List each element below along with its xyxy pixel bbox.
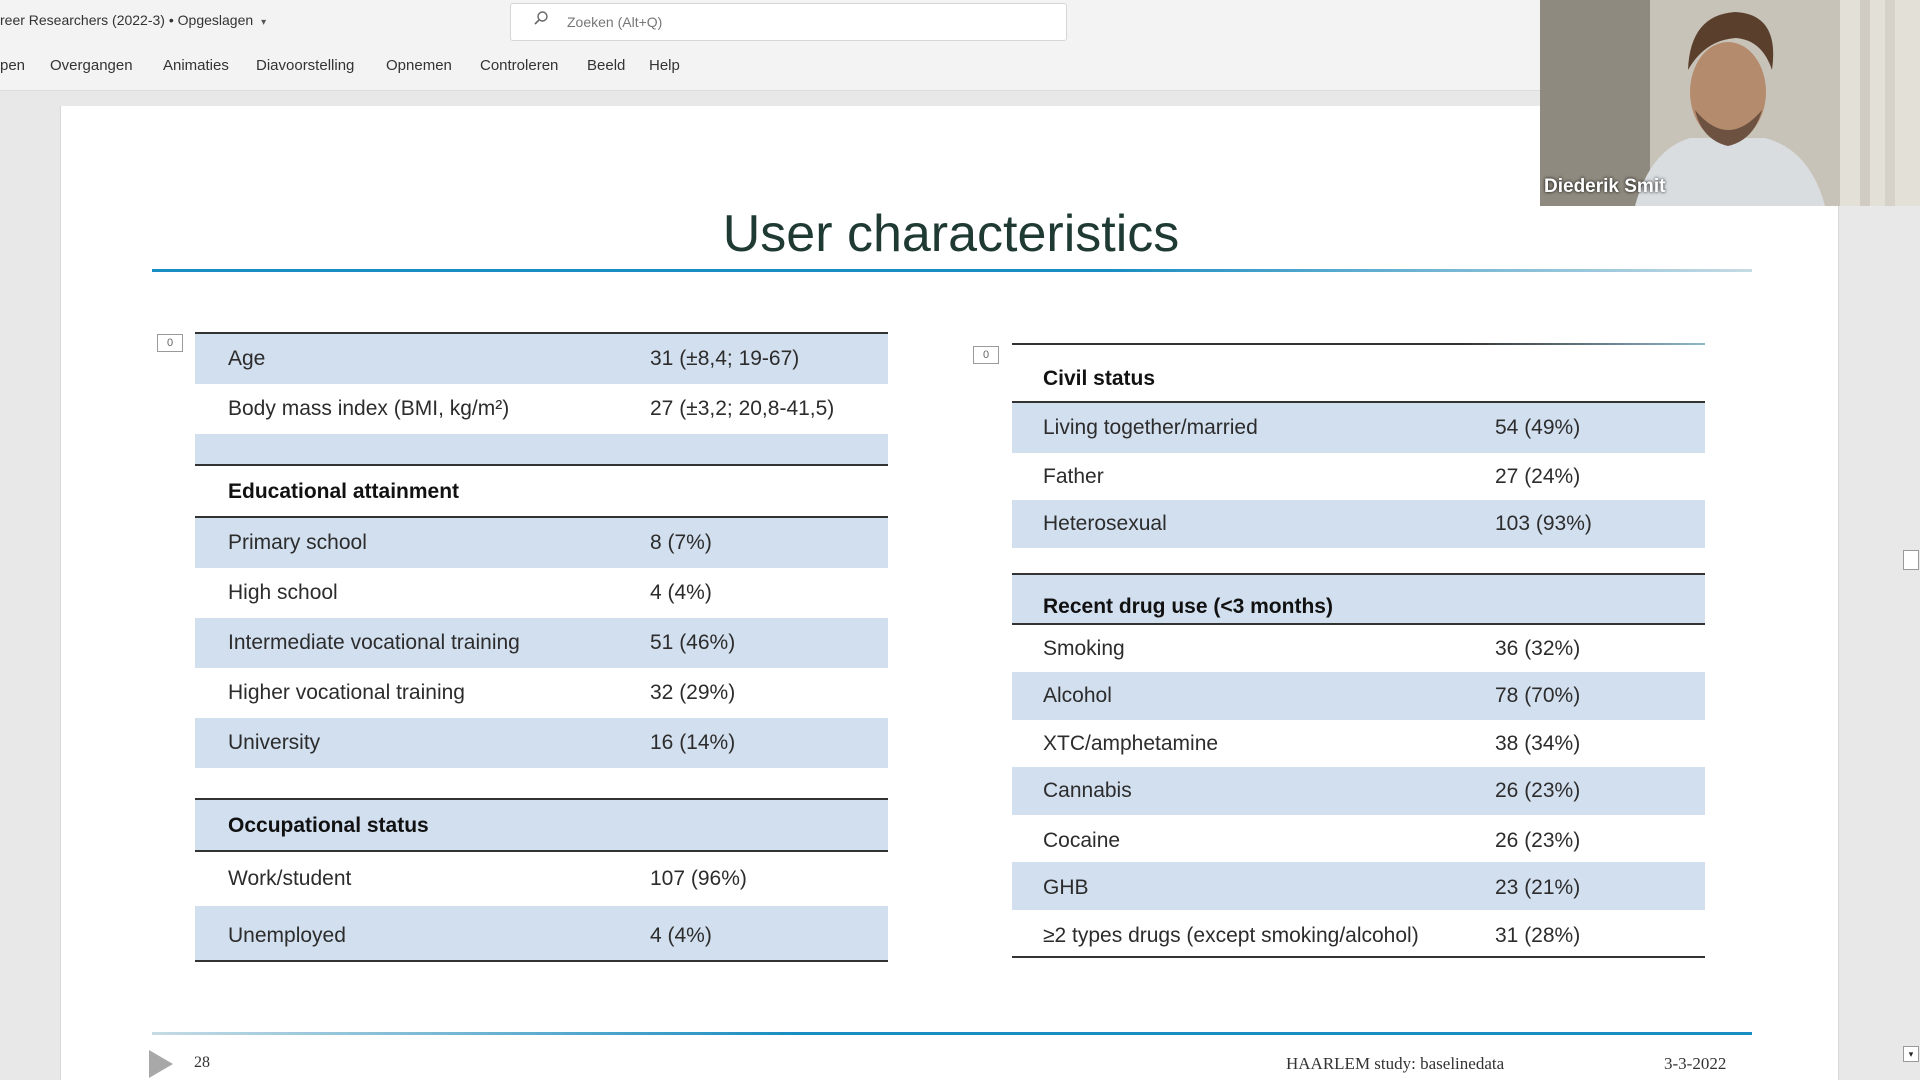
table-row	[1012, 815, 1705, 862]
menu-item-beeld[interactable]: Beeld	[587, 57, 626, 74]
row-label: GHB	[1043, 876, 1089, 899]
row-label: Cocaine	[1043, 829, 1121, 852]
section-header	[195, 800, 888, 850]
table-row-spacer	[195, 434, 888, 464]
play-icon[interactable]	[149, 1050, 173, 1078]
menu-item-controleren[interactable]: Controleren	[480, 57, 559, 74]
row-label: Intermediate vocational training	[228, 631, 520, 654]
row-value: 103 (93%)	[1495, 512, 1592, 535]
slide-number: 28	[194, 1054, 210, 1071]
occupation-header: Occupational status	[228, 814, 429, 837]
table-row	[195, 334, 888, 384]
row-label: Primary school	[228, 531, 367, 554]
table-rule	[195, 960, 888, 962]
row-label: Living together/married	[1043, 416, 1258, 439]
drug-use-header: Recent drug use (<3 months)	[1043, 595, 1333, 618]
table-row	[195, 384, 888, 434]
slide[interactable]	[60, 106, 1839, 1080]
row-label: Heterosexual	[1043, 512, 1167, 535]
education-header: Educational attainment	[228, 480, 460, 503]
row-label: Body mass index (BMI, kg/m²)	[228, 397, 510, 420]
slide-title: User characteristics	[722, 205, 1180, 263]
row-value: 23 (21%)	[1495, 876, 1581, 899]
table-row	[195, 568, 888, 618]
row-label: Higher vocational training	[228, 681, 465, 704]
row-value: 38 (34%)	[1495, 732, 1581, 755]
menu-item-overgangen[interactable]: Overgangen	[50, 57, 133, 74]
menu-item-opnemen[interactable]: Opnemen	[386, 57, 452, 74]
table-row	[1012, 403, 1705, 453]
table-row	[1012, 910, 1705, 956]
table-rule	[1012, 956, 1705, 958]
row-label: Father	[1043, 465, 1104, 488]
row-label: High school	[228, 581, 338, 604]
menu-item-help[interactable]: Help	[649, 57, 680, 74]
table-row	[195, 668, 888, 718]
footer-study: HAARLEM study: baselinedata	[1286, 1054, 1505, 1073]
table-row	[1012, 720, 1705, 767]
footer-date: 3-3-2022	[1664, 1054, 1727, 1073]
row-value: 54 (49%)	[1495, 416, 1581, 439]
table-row	[195, 852, 888, 906]
row-value: 27 (24%)	[1495, 465, 1581, 488]
chevron-down-icon[interactable]: ▾	[261, 17, 267, 28]
participant-name: Diederik Smit	[1544, 176, 1666, 197]
row-label: ≥2 types drugs (except smoking/alcohol)	[1043, 924, 1419, 947]
row-label: Smoking	[1043, 637, 1125, 660]
row-value: 31 (±8,4; 19-67)	[650, 347, 800, 370]
scroll-down-icon[interactable]: ▾	[1903, 1046, 1919, 1062]
search-box[interactable]	[510, 3, 1067, 41]
row-label: University	[228, 731, 321, 754]
table-row	[195, 518, 888, 568]
row-value: 27 (±3,2; 20,8-41,5)	[650, 397, 835, 420]
row-value: 4 (4%)	[650, 581, 712, 604]
row-label: Cannabis	[1043, 779, 1132, 802]
table-row	[195, 906, 888, 960]
menu-item-pen[interactable]: pen	[0, 57, 26, 74]
row-label: Work/student	[228, 867, 352, 890]
table-row	[1012, 767, 1705, 815]
row-value: 4 (4%)	[650, 924, 712, 947]
footer-divider	[152, 1032, 1752, 1035]
row-value: 32 (29%)	[650, 681, 736, 704]
table-row	[1012, 453, 1705, 500]
comment-marker[interactable]: 0	[973, 346, 999, 364]
document-title-text: reer Researchers (2022-3) • Opgeslagen	[0, 12, 254, 28]
table-row	[195, 618, 888, 668]
section-header	[195, 466, 888, 516]
row-value: 51 (46%)	[650, 631, 736, 654]
section-header	[1012, 345, 1705, 389]
menu-item-animaties[interactable]: Animaties	[163, 57, 229, 74]
row-value: 107 (96%)	[650, 867, 747, 890]
row-label: Alcohol	[1043, 684, 1112, 707]
table-row	[1012, 625, 1705, 672]
document-title[interactable]	[0, 12, 266, 28]
table-row	[195, 718, 888, 768]
row-value: 78 (70%)	[1495, 684, 1581, 707]
table-row	[1012, 672, 1705, 720]
civil-status-header: Civil status	[1043, 367, 1156, 390]
row-label: Unemployed	[228, 924, 346, 947]
comment-marker[interactable]: 0	[157, 334, 183, 352]
search-placeholder: Zoeken (Alt+Q)	[567, 14, 663, 30]
row-value: 36 (32%)	[1495, 637, 1581, 660]
row-value: 8 (7%)	[650, 531, 712, 554]
search-icon	[533, 10, 549, 26]
row-value: 31 (28%)	[1495, 924, 1581, 947]
title-divider	[152, 269, 1752, 272]
scrollbar-thumb[interactable]	[1903, 550, 1919, 570]
webcam-video-tile[interactable]	[1540, 0, 1920, 206]
row-value: 26 (23%)	[1495, 779, 1581, 802]
row-value: 16 (14%)	[650, 731, 736, 754]
menu-item-diavoorstelling[interactable]: Diavoorstelling	[256, 57, 355, 74]
row-label: XTC/amphetamine	[1043, 732, 1219, 755]
row-value: 26 (23%)	[1495, 829, 1581, 852]
table-row	[1012, 500, 1705, 548]
row-label: Age	[228, 347, 266, 370]
section-header	[1012, 575, 1705, 623]
table-row	[1012, 862, 1705, 910]
